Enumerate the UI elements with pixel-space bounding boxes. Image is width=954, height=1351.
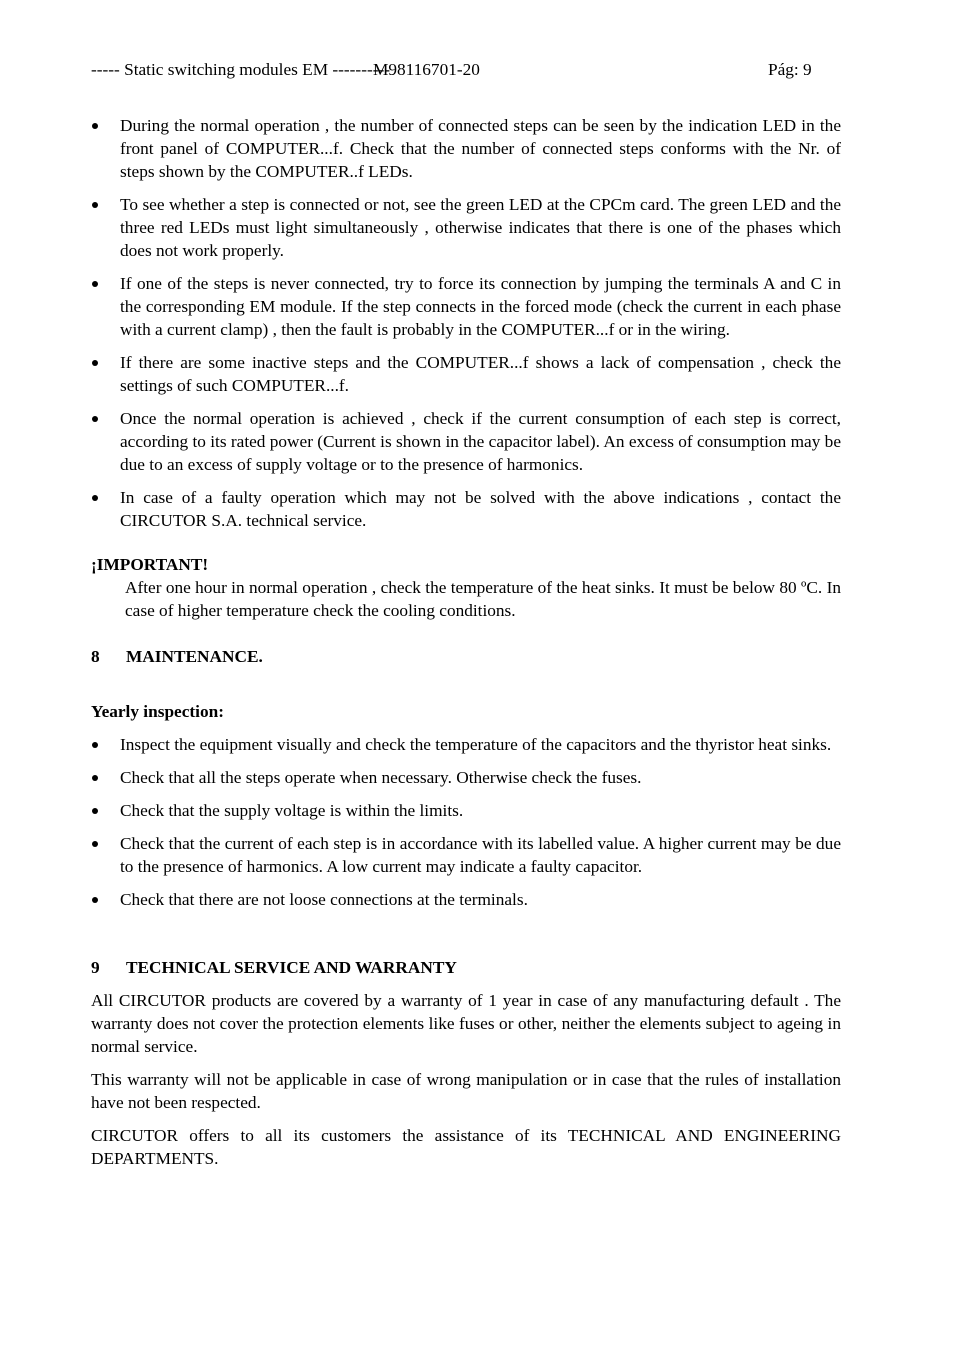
list-item (91, 486, 841, 532)
important-heading: ¡IMPORTANT! (91, 555, 209, 574)
header-page-number: Pág: 9 (768, 60, 812, 79)
maintenance-bullet-list (91, 733, 841, 911)
paragraph: CIRCUTOR offers to all its customers the assistance of its TECHNICAL AND ENGINEERING DEPARTMENTS. (91, 1126, 841, 1168)
bullet-icon (92, 775, 98, 781)
bullet-icon (92, 495, 98, 501)
bullet-icon (92, 897, 98, 903)
operation-bullet-list (91, 114, 841, 532)
list-item (91, 766, 841, 789)
paragraph: All CIRCUTOR products are covered by a warranty of 1 year in case of any manufacturing default . The warranty does not cover the protection elements like fuses or other, neither the elements subject to ageing in normal service. (91, 991, 841, 1056)
bullet-icon (92, 123, 98, 129)
list-item (91, 888, 841, 911)
list-item (91, 832, 841, 878)
paragraph: This warranty will not be applicable in case of wrong manipulation or in case that the rules of installation have not been respected. (91, 1070, 841, 1112)
bullet-icon (92, 742, 98, 748)
section-number: 8 (91, 647, 100, 666)
list-item (91, 799, 841, 822)
list-item-text: To see whether a step is connected or not, see the green LED at the CPCm card. The green LED and the three red LEDs must light simultaneously , otherwise indicates that there is one of the phases which does not work properly. (120, 195, 841, 260)
list-item-text: Check that the supply voltage is within the limits. (120, 801, 464, 820)
bullet-icon (92, 416, 98, 422)
bullet-icon (92, 841, 98, 847)
list-item-text: Check that all the steps operate when necessary. Otherwise check the fuses. (120, 768, 642, 787)
list-item-text: If one of the steps is never connected, try to force its connection by jumping the terminals A and C in the corresponding EM module. If the step connects in the forced mode (check the current in each phase with a current clamp) , then the fault is probably in the COMPUTER...f or in the wiring. (120, 274, 841, 339)
bullet-icon (92, 202, 98, 208)
bullet-icon (92, 281, 98, 287)
list-item (91, 407, 841, 476)
list-item-text: During the normal operation , the number of connected steps can be seen by the indication LED in the front panel of COMPUTER...f. Check that the number of connected steps conforms with the Nr. of steps shown by the COMPUTER..f LEDs. (120, 116, 841, 181)
list-item-text: Check that there are not loose connections at the terminals. (120, 890, 528, 909)
yearly-inspection-heading: Yearly inspection: (91, 702, 224, 721)
header-title: ----- Static switching modules EM ---------- (91, 60, 390, 79)
bullet-icon (92, 808, 98, 814)
list-item (91, 114, 841, 183)
section-8-heading (91, 645, 841, 668)
section-number: 9 (91, 958, 100, 977)
page-content (91, 114, 841, 1170)
header-doc-id: M98116701-20 (373, 60, 480, 79)
list-item (91, 351, 841, 397)
warranty-text (91, 989, 841, 1170)
section-title: TECHNICAL SERVICE AND WARRANTY (126, 958, 457, 977)
list-item-text: Once the normal operation is achieved , check if the current consumption of each step is correct, according to its rated power (Current is shown in the capacitor label). An excess of consumption may be due to an excess of supply voltage or to the presence of harmonics. (120, 409, 841, 474)
list-item-text: Check that the current of each step is in accordance with its labelled value. A higher current may be due to the presence of harmonics. A low current may indicate a faulty capacitor. (120, 834, 841, 876)
list-item (91, 733, 841, 756)
list-item (91, 272, 841, 341)
important-note: After one hour in normal operation , check the temperature of the heat sinks. It must be below 80 ºC. In case of higher temperature check the cooling conditions. (125, 578, 841, 620)
list-item-text: In case of a faulty operation which may not be solved with the above indications , contact the CIRCUTOR S.A. technical service. (120, 488, 841, 530)
list-item-text: If there are some inactive steps and the COMPUTER...f shows a lack of compensation , check the settings of such COMPUTER...f. (120, 353, 841, 395)
page-header (91, 58, 851, 82)
bullet-icon (92, 360, 98, 366)
section-title: MAINTENANCE. (126, 647, 263, 666)
section-9-heading (91, 956, 841, 979)
list-item (91, 193, 841, 262)
list-item-text: Inspect the equipment visually and check the temperature of the capacitors and the thyristor heat sinks. (120, 735, 832, 754)
